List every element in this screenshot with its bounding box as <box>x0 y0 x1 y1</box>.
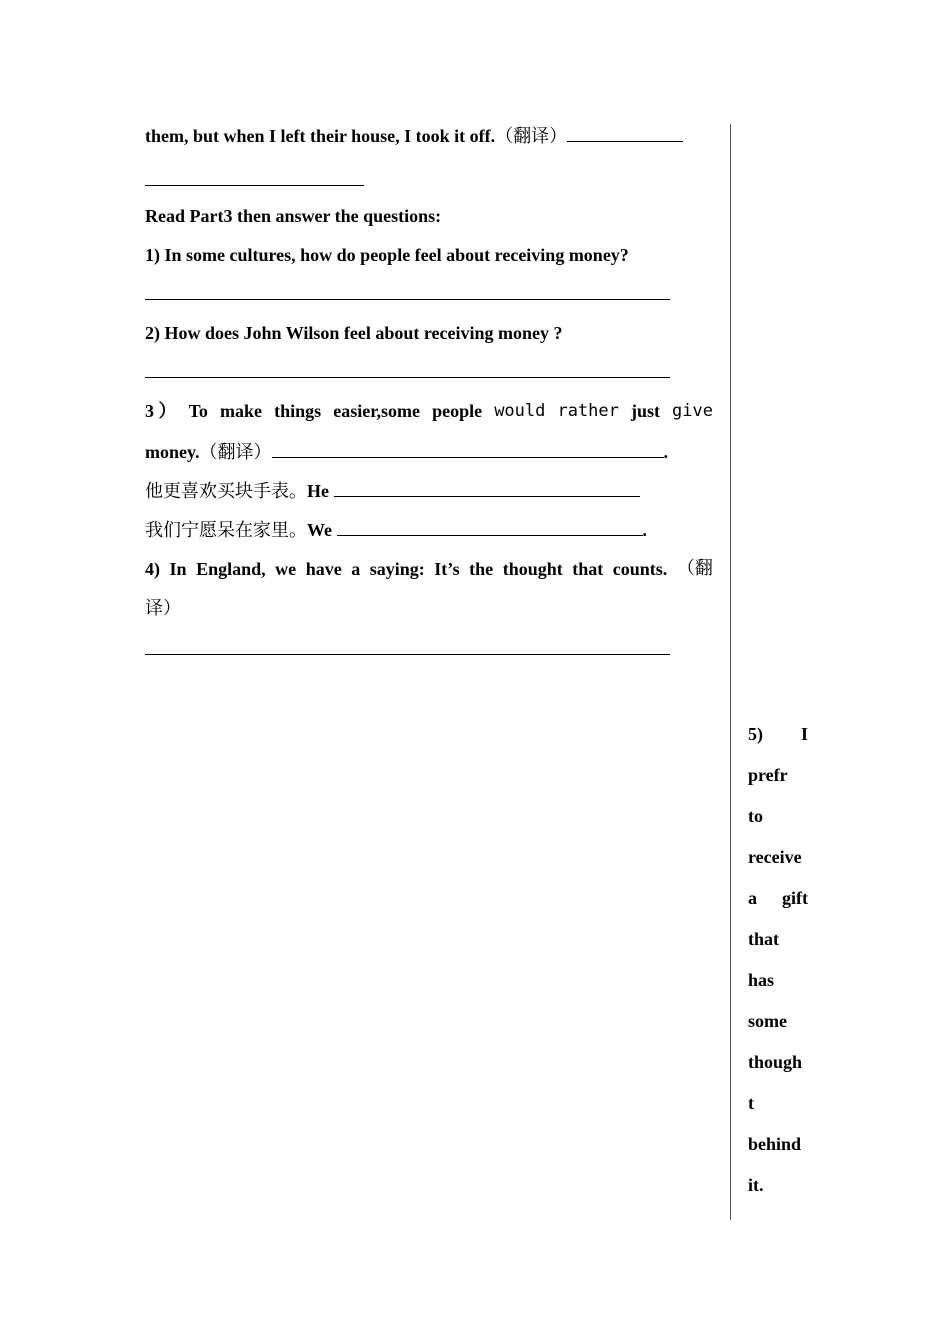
side-q5-header: 5) I <box>748 724 808 744</box>
word: the <box>469 559 494 579</box>
word: would <box>494 401 546 421</box>
translation-line-1 <box>145 124 683 149</box>
word: In <box>169 559 187 579</box>
section-heading: Read Part3 then answer the questions: <box>145 206 442 226</box>
word: we <box>275 559 297 579</box>
word: To <box>188 401 208 421</box>
sentence-text: them, but when I left their house, I took it off. <box>145 126 496 146</box>
question-1: 1) In some cultures, how do people feel about receiving money? <box>145 245 629 265</box>
answer-blank[interactable] <box>145 169 364 186</box>
translate-marker: （翻译） <box>199 442 272 463</box>
translation-continuation <box>145 168 364 192</box>
word: give <box>672 401 713 421</box>
word: England, <box>196 559 266 579</box>
side-word: has <box>748 970 775 990</box>
word: a <box>351 559 361 579</box>
answer-blank[interactable] <box>145 638 670 655</box>
answer-blank[interactable] <box>337 519 643 536</box>
word: 4) <box>145 559 160 579</box>
word: things <box>274 401 322 421</box>
side-word: prefr <box>748 765 788 785</box>
side-word: receive <box>748 847 802 867</box>
answer-blank[interactable] <box>272 441 664 458</box>
word: just <box>630 401 660 421</box>
question-3-translation: money.（翻译） . <box>145 442 669 463</box>
word: have <box>305 559 342 579</box>
question-1-answer <box>145 282 670 306</box>
question-2: 2) How does John Wilson feel about receiving money ? <box>145 323 563 343</box>
answer-blank[interactable] <box>567 125 683 142</box>
side-word: behind <box>748 1134 802 1154</box>
word: 3 ） <box>145 401 177 421</box>
column-divider <box>730 124 731 1220</box>
side-word: to <box>748 806 763 826</box>
word: easier,some <box>333 401 421 421</box>
word: counts. <box>612 559 668 579</box>
side-word: t <box>748 1093 754 1113</box>
question-4 <box>145 557 713 581</box>
side-word: that <box>748 929 779 949</box>
word: It’s <box>434 559 460 579</box>
word: that <box>572 559 604 579</box>
word: （翻 <box>676 558 713 579</box>
question-3 <box>145 399 713 423</box>
word: saying: <box>369 559 425 579</box>
question-2-answer <box>145 360 670 384</box>
word: people <box>432 401 483 421</box>
side-word-pair: a gift <box>748 888 808 908</box>
word: thought <box>502 559 563 579</box>
question-4-line-2: 译） <box>145 598 181 619</box>
side-word: though <box>748 1052 803 1072</box>
side-word: it. <box>748 1175 764 1195</box>
side-word: some <box>748 1011 787 1031</box>
word: rather <box>557 401 619 421</box>
chinese-sentence-1: 他更喜欢买块手表。He <box>145 479 640 504</box>
answer-blank[interactable] <box>334 480 640 497</box>
answer-blank[interactable] <box>145 361 670 378</box>
question-4-answer <box>145 637 670 661</box>
answer-blank[interactable] <box>145 283 670 300</box>
translate-marker: （翻译） <box>495 126 568 147</box>
word: make <box>220 401 263 421</box>
chinese-sentence-2: 我们宁愿呆在家里。We . <box>145 520 647 541</box>
